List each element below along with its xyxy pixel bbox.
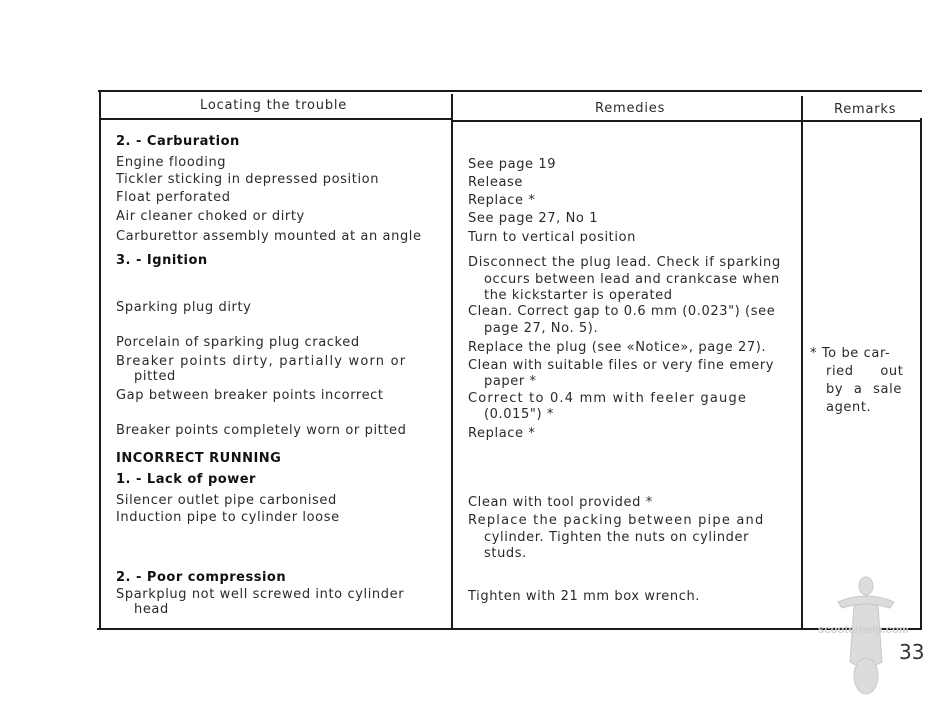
page-number: 33	[899, 640, 925, 664]
remedy-disconnect-line3: the kickstarter is operated	[484, 288, 673, 303]
trouble-induction: Induction pipe to cylinder loose	[116, 510, 340, 525]
table-left-rule	[99, 90, 101, 630]
header-underline-2	[453, 120, 801, 122]
remedy-breaker-dirty-line1: Clean with suitable files or very fine emery	[468, 358, 775, 373]
section-heading-carburation: 2. - Carburation	[116, 134, 240, 149]
remark-line2: ried out	[826, 364, 904, 379]
trouble-float: Float perforated	[116, 190, 231, 205]
scooter-watermark-icon	[830, 572, 902, 702]
remedy-sparking-plug-line1: Clean. Correct gap to 0.6 mm (0.023") (see	[468, 304, 776, 319]
remedy-induction-line3: studs.	[484, 546, 527, 561]
remedy-breaker-dirty-line2: paper *	[484, 374, 537, 389]
remedy-disconnect-line1: Disconnect the plug lead. Check if sparking	[468, 255, 781, 270]
remedy-sparking-plug-line2: page 27, No. 5).	[484, 321, 599, 336]
subheading-lack-of-power: 1. - Lack of power	[116, 472, 256, 487]
column-divider-3	[920, 118, 922, 630]
remedy-carburettor-angle: Turn to vertical position	[468, 230, 636, 245]
section-heading-ignition: 3. - Ignition	[116, 253, 208, 268]
trouble-gap-incorrect: Gap between breaker points incorrect	[116, 388, 384, 403]
remedy-induction-line2: cylinder. Tighten the nuts on cylinder	[484, 530, 750, 545]
column-divider-1	[451, 94, 453, 628]
remedy-air-cleaner: See page 27, No 1	[468, 211, 599, 226]
remedy-breaker-worn: Replace *	[468, 426, 536, 441]
remedy-gap-line2: (0.015") *	[484, 407, 554, 422]
header-underline-1	[101, 118, 451, 120]
remedy-induction-line1: Replace the packing between pipe and	[468, 513, 765, 528]
table-bottom-rule	[97, 628, 921, 630]
trouble-silencer: Silencer outlet pipe carbonised	[116, 493, 337, 508]
remark-line3: by a sale	[826, 382, 902, 397]
remedy-float: Replace *	[468, 193, 536, 208]
remedy-sparkplug: Tighten with 21 mm box wrench.	[468, 589, 701, 604]
remark-line1: * To be car-	[810, 346, 891, 361]
column-divider-2	[801, 96, 803, 628]
trouble-breaker-dirty-line2: pitted	[134, 369, 176, 384]
trouble-breaker-worn: Breaker points completely worn or pitted	[116, 423, 407, 438]
remark-line4: agent.	[826, 400, 872, 415]
trouble-sparking-plug-dirty: Sparking plug dirty	[116, 300, 252, 315]
trouble-carburettor-angle: Carburettor assembly mounted at an angle	[116, 229, 422, 244]
trouble-sparkplug-line2: head	[134, 602, 169, 617]
trouble-air-cleaner: Air cleaner choked or dirty	[116, 209, 305, 224]
header-remarks: Remarks	[834, 102, 897, 117]
remedy-gap-line1: Correct to 0.4 mm with feeler gauge	[468, 391, 748, 406]
trouble-porcelain: Porcelain of sparking plug cracked	[116, 335, 360, 350]
remedy-silencer: Clean with tool provided *	[468, 495, 653, 510]
header-remedies: Remedies	[595, 101, 666, 116]
trouble-tickler: Tickler sticking in depressed position	[116, 172, 380, 187]
table-top-rule	[98, 90, 922, 92]
remedy-tickler: Release	[468, 175, 523, 190]
watermark-text: scooterhelp.com	[818, 624, 910, 636]
remedy-disconnect-line2: occurs between lead and crankcase when	[484, 272, 780, 287]
trouble-engine-flooding: Engine flooding	[116, 155, 227, 170]
remedy-engine-flooding: See page 19	[468, 157, 557, 172]
header-locating-trouble: Locating the trouble	[200, 98, 348, 113]
remedy-porcelain: Replace the plug (see «Notice», page 27).	[468, 340, 767, 355]
header-underline-3	[803, 120, 920, 122]
subheading-poor-compression: 2. - Poor compression	[116, 570, 287, 585]
trouble-sparkplug-line1: Sparkplug not well screwed into cylinder	[116, 587, 405, 602]
section-heading-incorrect-running: INCORRECT RUNNING	[116, 451, 282, 466]
trouble-breaker-dirty-line1: Breaker points dirty, partially worn or	[116, 354, 407, 369]
